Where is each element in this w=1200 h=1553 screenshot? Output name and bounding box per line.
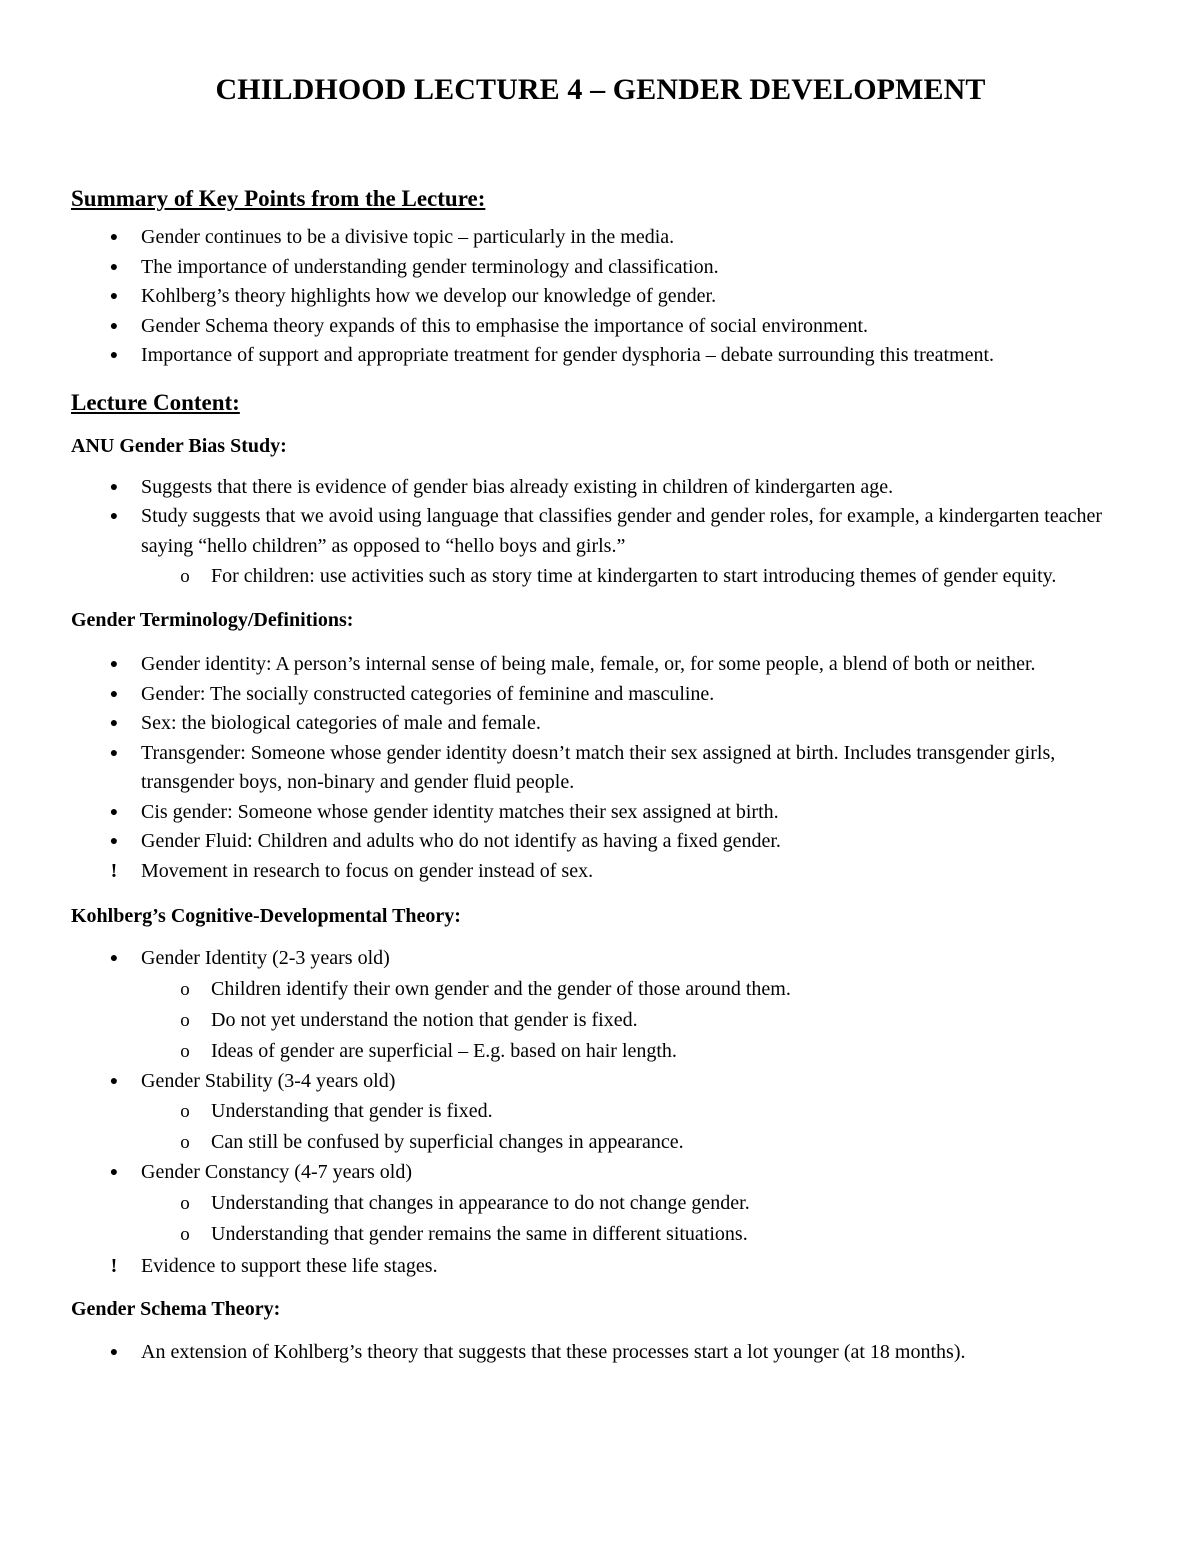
bullet-icon: ● (109, 348, 119, 363)
kohlberg-heading: Kohlberg’s Cognitive-Developmental Theory: (71, 905, 461, 927)
bullet-icon: ● (109, 318, 119, 334)
gender-schema-list (71, 1338, 1130, 1368)
circle-bullet-icon: o (180, 566, 190, 587)
sub-list-item: o Do not yet understand the notion that gender is fixed. (71, 1005, 1130, 1036)
bullet-icon: ● (109, 686, 119, 702)
bullet-icon: ● (109, 1073, 119, 1089)
bullet-icon: ● (109, 716, 119, 731)
list-item: ● Suggests that there is evidence of gender bias already existing in children of kindergarten age. (71, 473, 1130, 503)
summary-list (71, 223, 1130, 371)
circle-bullet-icon: o (180, 1009, 190, 1031)
sub-list-item: o Understanding that gender remains the same in different situations. (71, 1219, 1130, 1250)
circle-bullet-icon: o (180, 1132, 190, 1153)
anu-study-heading: ANU Gender Bias Study: (71, 434, 287, 457)
lecture-content-heading: Lecture Content: (71, 389, 240, 415)
bullet-icon: ● (109, 509, 119, 524)
list-item: ● Gender identity: A person’s internal sense of being male, female, or, for some people, a blend of both or neither. (71, 650, 1130, 680)
sub-list-item: o Children identify their own gender and the gender of those around them. (71, 974, 1130, 1005)
bullet-icon: ● (109, 230, 119, 245)
sub-list-item: o Can still be confused by superficial changes in appearance. (71, 1127, 1130, 1158)
list-item: ● Sex: the biological categories of male and female. (71, 709, 1130, 739)
list-item: ● Gender: The socially constructed categories of feminine and masculine. (71, 680, 1130, 710)
list-item: ● Study suggests that we avoid using language that classifies gender and gender roles, for example, a kindergarten teacher saying “hello children” as opposed to “hello boys and girls.” (71, 502, 1130, 561)
terminology-heading: Gender Terminology/Definitions: (71, 609, 354, 631)
bullet-icon: ● (109, 259, 119, 275)
sub-list-item: o Ideas of gender are superficial – E.g. based on hair length. (71, 1036, 1130, 1067)
circle-bullet-icon: o (180, 1040, 190, 1062)
exclamation-icon: ! (110, 1254, 118, 1277)
circle-bullet-icon: o (180, 1223, 190, 1245)
anu-study-list (71, 473, 1130, 593)
bullet-icon: ● (109, 289, 119, 304)
bullet-icon: ● (109, 479, 119, 495)
sub-list-item: o Understanding that gender is fixed. (71, 1096, 1130, 1127)
lecture-content-section (71, 388, 1130, 1368)
stage-item: ● Gender Constancy (4-7 years old) (71, 1158, 1130, 1188)
circle-bullet-icon: o (180, 1101, 190, 1122)
bullet-icon: ● (109, 804, 119, 820)
list-item: ● Gender Schema theory expands of this to emphasise the importance of social environment. (71, 312, 1130, 342)
list-item: ● Transgender: Someone whose gender identity doesn’t match their sex assigned at birth. Includes transgender girls, transgender boys, non-binary and gender fluid people. (71, 739, 1130, 798)
list-item: ● Cis gender: Someone whose gender identity matches their sex assigned at birth. (71, 798, 1130, 828)
bullet-icon: ● (109, 834, 119, 849)
bullet-icon: ● (109, 657, 119, 672)
circle-bullet-icon: o (180, 978, 190, 1000)
terminology-list (71, 650, 1130, 886)
list-item: ● An extension of Kohlberg’s theory that suggests that these processes start a lot younger (at 18 months). (71, 1338, 1130, 1368)
note-item: ! Movement in research to focus on gender instead of sex. (71, 857, 1130, 887)
summary-section (71, 184, 1130, 371)
sub-list-item: o For children: use activities such as story time at kindergarten to start introducing themes of gender equity. (71, 561, 1130, 592)
list-item: ● The importance of understanding gender terminology and classification. (71, 253, 1130, 283)
sub-list-item: o Understanding that changes in appearance to do not change gender. (71, 1188, 1130, 1219)
kohlberg-list (71, 944, 1130, 1281)
bullet-icon: ● (109, 1345, 119, 1360)
exclamation-icon: ! (110, 859, 118, 882)
bullet-icon: ● (109, 745, 119, 761)
note-item: ! Evidence to support these life stages. (71, 1252, 1130, 1282)
stage-item: ● Gender Stability (3-4 years old) (71, 1067, 1130, 1097)
list-item: ● Gender continues to be a divisive topic – particularly in the media. (71, 223, 1130, 253)
gender-schema-heading: Gender Schema Theory: (71, 1298, 281, 1320)
stage-item: ● Gender Identity (2-3 years old) (71, 944, 1130, 974)
bullet-icon: ● (109, 951, 119, 966)
bullet-icon: ● (109, 1165, 119, 1180)
document-title: CHILDHOOD LECTURE 4 – GENDER DEVELOPMENT (215, 73, 986, 106)
circle-bullet-icon: o (180, 1192, 190, 1214)
list-item: ● Importance of support and appropriate treatment for gender dysphoria – debate surrounding this treatment. (71, 341, 1130, 371)
summary-heading: Summary of Key Points from the Lecture: (71, 186, 486, 211)
list-item: ● Gender Fluid: Children and adults who do not identify as having a fixed gender. (71, 827, 1130, 857)
list-item: ● Kohlberg’s theory highlights how we develop our knowledge of gender. (71, 282, 1130, 312)
